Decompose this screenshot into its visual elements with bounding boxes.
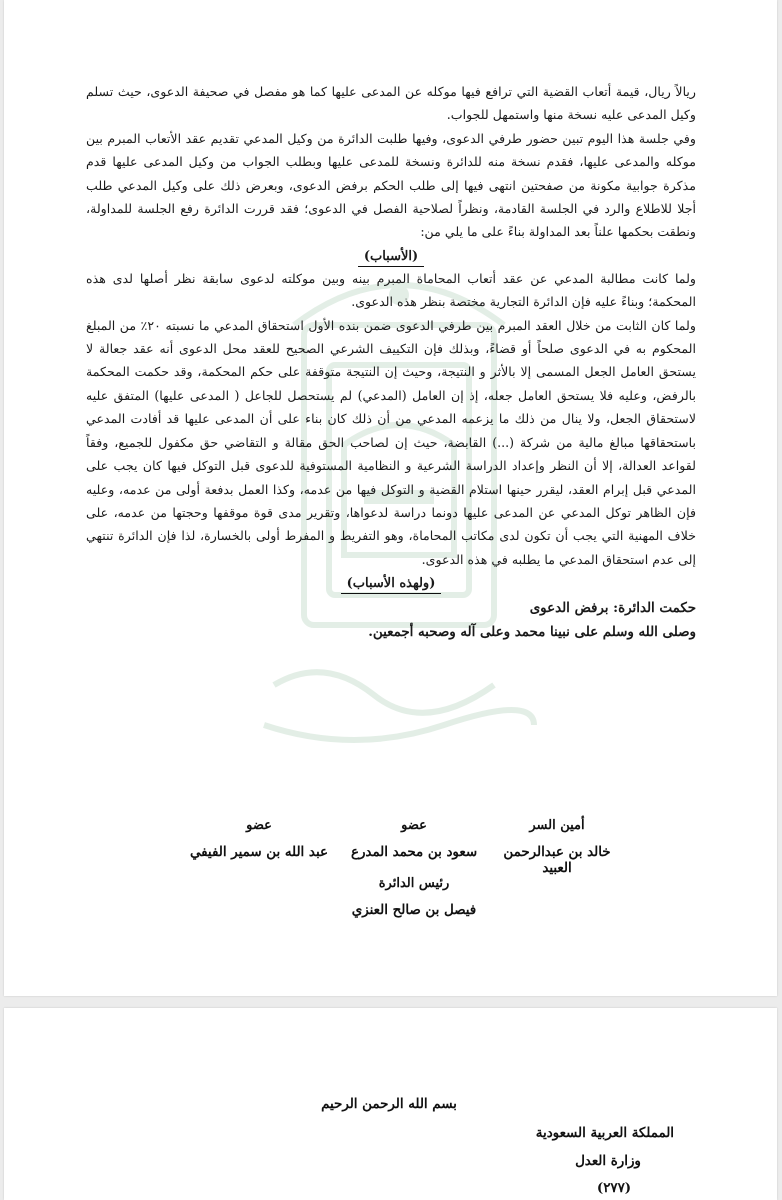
signature-member-1: [334, 818, 494, 860]
signature-member-2: [184, 818, 334, 860]
member1-role: عضو: [401, 818, 427, 833]
basmala: بسم الله الرحمن الرحيم: [321, 1096, 457, 1112]
member1-name: سعود بن محمد المدرع: [350, 844, 478, 860]
closing-prayer: وصلى الله وسلم على نبينا محمد وعلى آله وصحبه أجمعين.: [368, 623, 696, 640]
kingdom-name: المملكة العربية السعودية: [535, 1125, 674, 1141]
document-page-1: [4, 0, 777, 996]
paragraph-claim: ريالاً ريال، قيمة أتعاب القضية التي ترافع فيها موكله عن المدعى عليها كما هو مفصل في صحيفة الدعوى، حيث تسلم وكيل المدعى عليه نسخة منها واستمهل للجواب.: [86, 84, 696, 123]
member2-role: عضو: [246, 818, 272, 833]
for-these-reasons-heading: (ولهذه الأسباب): [341, 574, 442, 594]
paragraph-reasoning: ولما كان الثابت من خلال العقد المبرم بين طرفي الدعوى ضمن بنده الأول استحقاق المدعي ما نسبته ٢٠٪ من المبلغ المحكوم به في الدعوى صلحاً أو قضاءً، وبذلك فإن التكييف الشرعي الصحيح للعقد محل الدعوى أنه عقد جعالة لا يستحق العامل الجعل المسمى إلا بالأثر و النتيجة، وحيث إن النتيجة متوقفة على حكم المحكمة، وقد حكمت المحكمة بالرفض، وعليه فلا يستحق العامل جعله، إذ إن العامل (المدعي) لم يستحصل للجاعل ( المدعى عليها) المتفق عليه لاستحقاق الجعل، ولا ينال من ذلك ما يزعمه المدعي من أن ذلك كان بناء على أن المدعى عليها قد أفادت المدعي باستحقاقها مبالغ مالية من شركة (...) القابضة، حيث إن لصاحب الحق مقالة و التقاضي حق مكفول للجميع، وفقاً لقواعد العدالة، إلا أن النظر وإعداد الدراسة الشرعية و النظامية المستوفية للدعوى قبل التوكل فيها كان يجب على المدعي قبل إبرام العقد، ليقرر حينها استلام القضية و التوكل فيها من عدمه، وكذا العمل بدفعة أولى من عدمه، وعليه فإن الظاهر توكل المدعي عن المدعى عليها دونما دراسة لدعواها، وتقرير مدى قوة موقفها وحجتها من عدمه، على خلاف المهنية التي يجب أن تكون لدى مكاتب المحاماة، وهو التفريط و المفرط أولى بالخسارة، لذا فإن الدائرة تنتهي إلى عدم استحقاق المدعي ما يطلبه في هذه الدعوى.: [86, 317, 696, 567]
secretary-role: أمين السر: [529, 818, 585, 833]
paragraph-session: وفي جلسة هذا اليوم تبين حضور طرفي الدعوى، وفيها طلبت الدائرة من وكيل المدعي تقديم عقد الأتعاب المبرم بين موكله والمدعى عليها، فقدم نسخة منه للدائرة ونسخة للمدعى عليها وبطلب الجواب من وكيل المدعى عليها قدم مذكرة جوابية مكونة من صفحتين انتهى فيها إلى طلب الحكم برفض الدعوى، وبعرض ذلك على وكيل المدعي طلب أجلا للاطلاع والرد في الجلسة القادمة، ونظراً لصلاحية الفصل في الدعوى؛ فقد قررت الدائرة رفع الجلسة للمداولة، ونطقت بحكمها علناً بعد المداولة بناءً على ما يلي من:: [86, 130, 696, 240]
head-role: رئيس الدائرة: [378, 876, 450, 891]
signature-secretary: [502, 818, 612, 876]
document-number: (٢٧٧): [596, 1180, 632, 1196]
ruling-text: حكمت الدائرة: برفض الدعوى: [529, 600, 696, 617]
judgment-body: [86, 80, 696, 644]
ministry-name: وزارة العدل: [575, 1153, 641, 1169]
document-page-2: [4, 1008, 777, 1200]
reasons-heading: (الأسباب): [358, 247, 424, 267]
head-name: فيصل بن صالح العنزي: [351, 902, 477, 918]
secretary-name: خالد بن عبدالرحمن العبيد: [503, 844, 611, 876]
paragraph-jurisdiction: ولما كانت مطالبة المدعي عن عقد أتعاب المحاماة المبرم بينه وبين موكلته لدعوى سابقة نظر أصلها لدى هذه المحكمة؛ وبناءً عليه فإن الدائرة التجارية مختصة بنظر هذه الدعوى.: [86, 270, 696, 310]
member2-name: عبد الله بن سمير الفيفي: [190, 844, 328, 860]
signature-head: [339, 876, 489, 918]
